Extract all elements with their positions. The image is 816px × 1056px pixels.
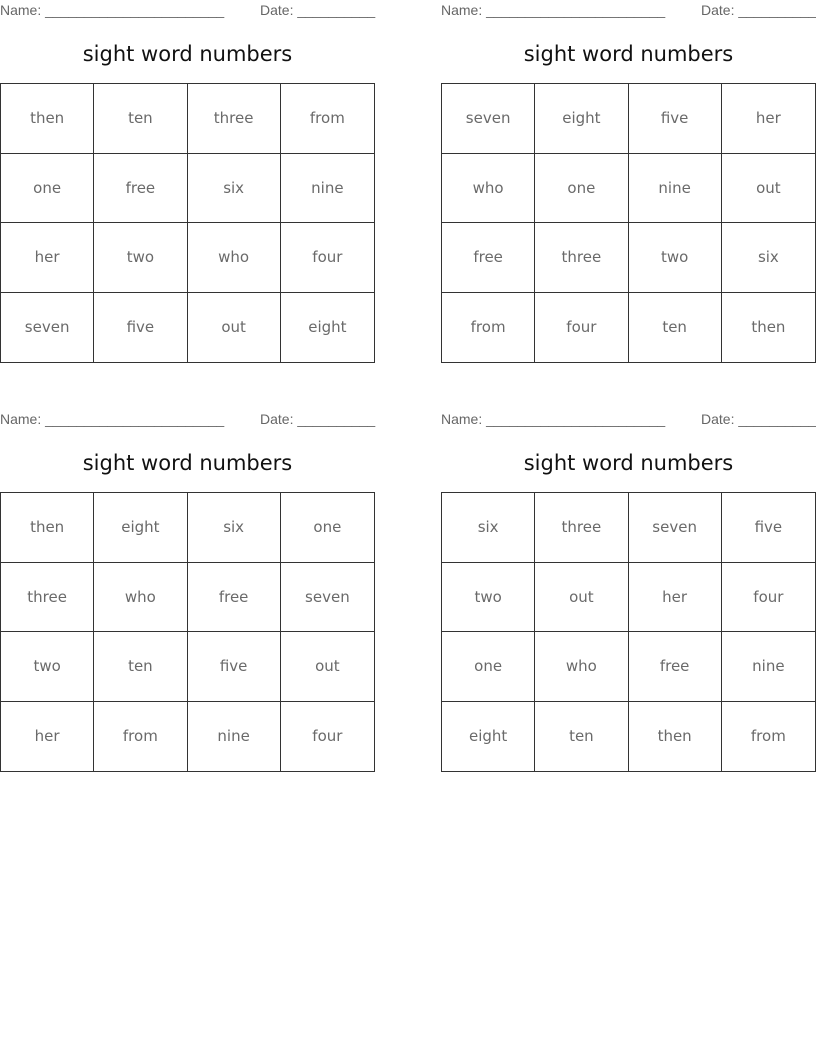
bingo-card-3 [0,409,375,784]
header-fields [441,411,816,429]
grid-cell: seven [629,493,722,563]
header-fields [0,2,375,20]
grid-cell: ten [94,632,187,702]
grid-cell: her [629,563,722,633]
grid-cell: who [188,223,281,293]
word-grid [0,83,375,363]
grid-cell: two [1,632,94,702]
header-fields [0,411,375,429]
grid-cell: two [442,563,535,633]
grid-cell: five [94,293,187,363]
grid-cell: five [722,493,815,563]
grid-cell: her [1,223,94,293]
grid-cell: free [188,563,281,633]
grid-cell: ten [94,84,187,154]
card-title: sight word numbers [523,451,734,475]
grid-cell: her [722,84,815,154]
bingo-card-4 [441,409,816,784]
grid-cell: one [281,493,374,563]
grid-cell: out [535,563,628,633]
grid-cell: six [188,154,281,224]
grid-cell: free [629,632,722,702]
grid-cell: four [722,563,815,633]
date-label: Date: __________ [260,2,376,18]
grid-cell: six [188,493,281,563]
grid-cell: nine [281,154,374,224]
grid-cell: who [535,632,628,702]
grid-cell: three [1,563,94,633]
grid-cell: nine [188,702,281,772]
grid-cell: five [629,84,722,154]
grid-cell: out [188,293,281,363]
grid-cell: two [94,223,187,293]
grid-cell: seven [281,563,374,633]
name-label: Name: _______________________ [0,2,225,18]
grid-cell: from [750,727,786,746]
grid-cell: from [281,84,374,154]
card-title: sight word numbers [82,42,293,66]
date-label: Date: __________ [701,411,816,427]
grid-cell: four [535,293,628,363]
grid-cell: three [188,84,281,154]
grid-cell: eight [308,318,347,337]
grid-cell: seven [442,84,535,154]
name-label: Name: _______________________ [0,411,225,427]
word-grid [441,83,816,363]
grid-cell: six [722,223,815,293]
grid-cell: then [751,318,786,337]
card-title: sight word numbers [82,451,293,475]
grid-cell: seven [1,293,94,363]
grid-cell: who [442,154,535,224]
date-label: Date: __________ [260,411,376,427]
grid-cell: one [442,632,535,702]
name-label: Name: _______________________ [441,2,666,18]
grid-cell: then [1,493,94,563]
grid-cell: out [281,632,374,702]
grid-cell: nine [722,632,815,702]
grid-cell: ten [535,702,628,772]
grid-cell: eight [94,493,187,563]
grid-cell: eight [535,84,628,154]
grid-cell: one [535,154,628,224]
grid-cell: then [629,702,722,772]
card-title: sight word numbers [523,42,734,66]
word-grid [441,492,816,772]
grid-cell: six [442,493,535,563]
grid-cell: her [1,702,94,772]
bingo-card-1 [0,0,375,375]
grid-cell: who [94,563,187,633]
grid-cell: one [1,154,94,224]
header-fields [441,2,816,20]
bingo-card-2 [441,0,816,375]
grid-cell: four [312,727,343,746]
grid-cell: ten [629,293,722,363]
grid-cell: two [629,223,722,293]
grid-cell: out [722,154,815,224]
word-grid [0,492,375,772]
grid-cell: free [442,223,535,293]
grid-cell: three [535,493,628,563]
date-label: Date: __________ [701,2,816,18]
grid-cell: eight [442,702,535,772]
grid-cell: from [94,702,187,772]
grid-cell: free [94,154,187,224]
grid-cell: nine [629,154,722,224]
grid-cell: three [535,223,628,293]
grid-cell: from [442,293,535,363]
name-label: Name: _______________________ [441,411,666,427]
grid-cell: then [1,84,94,154]
grid-cell: five [188,632,281,702]
grid-cell: four [281,223,374,293]
